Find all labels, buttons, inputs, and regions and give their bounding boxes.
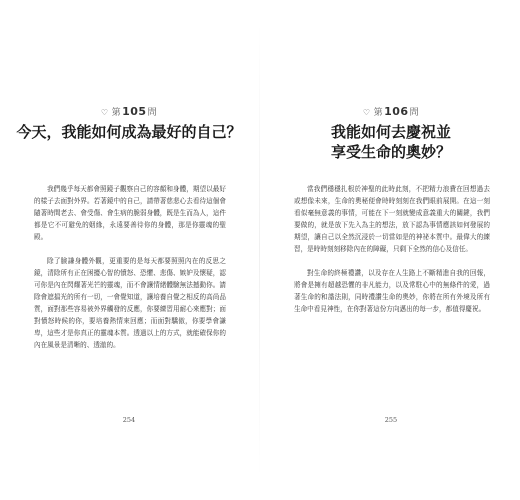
paragraph: 我們幾乎每天都會照鏡子觀察自己的容顏和身體，期望以最好的樣子去面對外界。若著鏡中的自己，請帶著慈悲心去看待這個會隨著時間老去、會受傷、會生病的脆弱身體，既是生而為人，這件都是它不可避免的姻緣，永遠要善待你的身體，那是你靈魂的聖殿。 — [34, 185, 226, 241]
question-suffix: 問 — [409, 108, 420, 118]
question-heading — [0, 105, 258, 118]
question-heading — [262, 105, 520, 118]
left-page — [0, 0, 258, 500]
title-line: 享受生命的奧妙？ — [330, 143, 451, 161]
page-title: 今天，我能如何成為最好的自己？ — [16, 123, 242, 141]
body-text — [0, 183, 258, 363]
question-number: 105 — [122, 105, 147, 118]
title-line: 我能如何去慶祝並 — [330, 123, 451, 141]
page-title — [262, 122, 520, 162]
question-number: 106 — [384, 105, 409, 118]
question-prefix: 第 — [111, 108, 122, 118]
heart-icon: ♡ — [362, 108, 371, 117]
right-page — [262, 0, 520, 500]
page-number: 254 — [122, 416, 136, 424]
paragraph: 當我們穩穩扎根於神聖的此時此刻，不把精力浪費在回想過去或想像未來，生命的奧秘便會時時刻刻在我們眼前展開。在這一刻看似毫無意義的事情，可能在下一刻就變成意義重大的關鍵，我們要做的，就是放下先入為主的想法，放下認為事情應該如何發展的期望，讓自己以全然沉浸於一切當如是的神祕本質中。最偉大的練習，是時時刻刻移除內在的障礙，只剩下全然的信心及信任。 — [294, 185, 490, 253]
question-suffix: 問 — [147, 108, 158, 118]
heart-icon: ♡ — [100, 108, 109, 117]
paragraph: 對生命的終極禮讚，以及存在人生路上不斷精進自我的回報，將會是擁有超越恐懼的非凡能力，以及常駐心中的無條件的愛，過著生命的和諧法則，同時禮讚生命的奧妙，你將在所有外境及所有生命中看見神性，在你對著這份方向邁出的每一步，都值得慶祝。 — [294, 269, 490, 313]
question-prefix: 第 — [373, 108, 384, 118]
paragraph: 除了臉謙身體外觀，更重要的是每天都要照照內在的反思之鏡，清除所有正在困擾心智的憤怒、恐懼、悲傷、嫉妒及懷疑，認可你是內在閃耀著光芒的靈魂，而不會讓情緒體驗無法撼動你。請除會遮擋光的所有一切，一會覺知道，讓培養自覺之相反的高尚品質，面對那些容易被外界觸發的反應，你要練習用耐心來應對；面對憤怒時候的你，要培養熱情來回應；而面對驕傲，你要學會謙卑，這些才是你真正的靈魂本質。透過以上的方式，就能確保你的內在風景是清晰的、透澈的。 — [34, 257, 226, 349]
body-text — [262, 183, 520, 327]
book-gutter — [259, 20, 260, 480]
page-number: 255 — [384, 416, 398, 424]
